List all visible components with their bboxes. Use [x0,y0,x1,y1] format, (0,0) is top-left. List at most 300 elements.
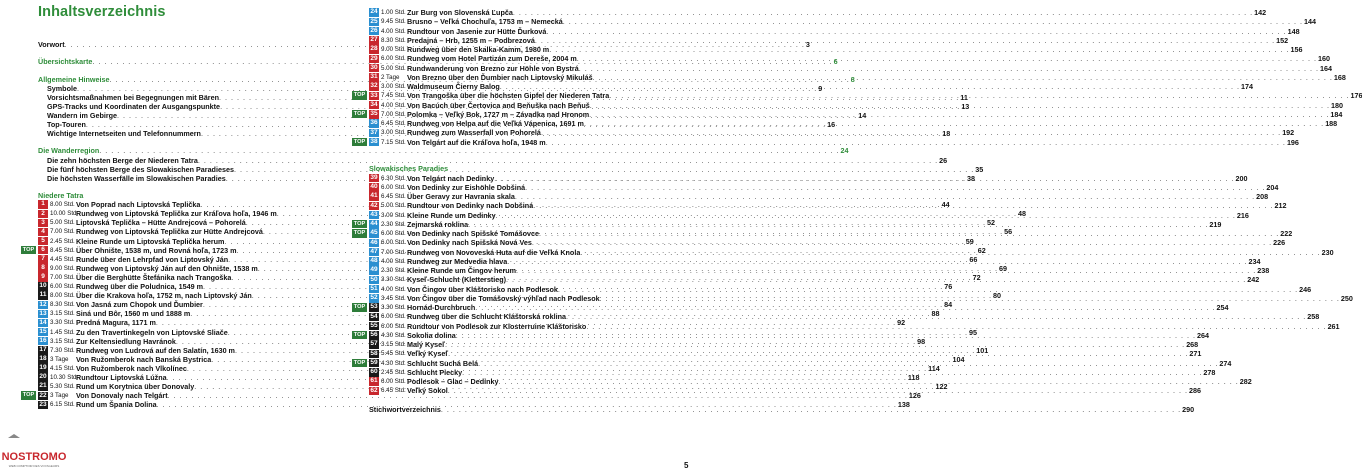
entry-page: 274 [1219,358,1232,368]
dot-leader [563,17,1303,26]
tour-duration: 7.45 Std. [381,92,406,100]
entry-label: Über Ohnište, 1538 m, und Rovná hoľa, 1723 m [76,245,237,255]
tour-number: 30 [370,63,378,71]
tour-duration: 3.00 Std. [381,129,406,137]
entry-page: 52 [987,218,996,228]
toc-section-heading [369,164,683,173]
tour-duration: 6.45 Std. [381,120,406,127]
tour-number: 35 [370,110,378,117]
entry-page: 24 [840,146,849,156]
entry-label: Von Dedinky nach Spišská Nová Ves [407,238,532,248]
toc-tour-entry [369,182,1279,192]
entry-page: 234 [1248,256,1261,266]
entry-page: 114 [928,363,940,373]
tour-duration: 3.00 Std. [381,211,406,219]
dot-leader [546,27,1286,36]
dot-leader [448,349,1188,358]
entry-label: Rundweg über die Poludnica, 1549 m [76,282,204,292]
entry-label: Liptovská Teplička – Hütte Andrejcová – Pohorelá [76,218,246,228]
dot-leader [590,101,1330,110]
tour-number: 16 [39,336,47,344]
tour-duration: 3.00 Std. [381,83,406,90]
tour-duration: 4.00 Std. [381,285,406,293]
dot-leader [589,110,1329,119]
dot-leader [593,73,1333,82]
dot-leader [507,254,1247,266]
dot-leader [584,119,1324,128]
tour-number: 52 [370,294,378,302]
entry-page: 268 [1186,340,1199,350]
entry-page: 176 [1350,91,1362,101]
entry-page: 200 [1235,173,1248,183]
tour-duration: 3 Tage [50,392,69,400]
tour-duration: 1.45 Std. [50,328,75,336]
toc-tour-entry [369,26,1300,36]
tour-duration: 7.15 Std. [381,138,406,146]
entry-label: Rund um Špania Dolina [76,400,157,410]
top-badge: TOP [353,331,366,338]
entry-page: 142 [1254,8,1267,17]
dot-leader [448,386,1188,395]
entry-page: 56 [1004,227,1013,237]
toc-tour-entry [369,17,1316,27]
entry-label: Rundtour von Jasenie zur Hütte Ďurková [407,26,547,36]
entry-label: Allgemeine Hinweise [38,74,110,84]
tour-duration: 3.30 Std. [50,319,75,327]
entry-label: Vorsichtsmaßnahmen bei Begegnungen mit Bären [47,92,219,102]
tour-duration: 3.15 Std. [50,310,75,318]
dot-leader [513,8,1253,17]
tour-duration: 6.00 Std. [381,313,406,321]
entry-page: 138 [897,400,910,410]
entry-page: 26 [939,155,948,165]
tour-duration: 8.30 Std. [50,301,75,309]
entry-page: 208 [1256,192,1269,202]
tour-duration: 4.15 Std. [50,364,75,372]
entry-label: Zur Keltensiedlung Havránok [76,336,176,346]
top-badge: TOP [353,92,366,99]
tour-number: 59 [370,358,378,366]
tour-number: 51 [370,284,378,292]
dot-leader [535,36,1275,45]
entry-label: Die zehn höchsten Berge der Niederen Tatra [47,155,198,165]
entry-page: 282 [1239,377,1252,387]
entry-page: 204 [1266,182,1279,192]
tour-duration: 7.00 Std. [50,273,75,281]
entry-label: Zejmarská roklina [407,219,469,229]
entry-label: Rundwanderung von Brezno zur Höhle von Bystrá [407,63,579,73]
tour-number: 14 [39,318,47,326]
entry-page: 8 [850,74,855,84]
tour-number: 29 [370,54,378,62]
entry-page: 192 [1282,128,1295,138]
entry-page: 156 [1290,45,1303,54]
entry-page: 118 [907,373,920,383]
entry-page: 35 [975,164,984,174]
entry-page: 14 [858,110,867,120]
dot-leader [475,303,1215,312]
entry-page: 76 [944,282,953,292]
entry-label: Die Wanderregion [38,146,100,156]
entry-label: Übersichtskarte [38,57,93,67]
page-title: Inhaltsverzeichnis [38,4,166,20]
entry-label: Wandern im Gebirge [47,110,118,120]
entry-label: Symbole [47,83,77,93]
entry-page: 271 [1189,349,1202,359]
tour-number: 43 [370,210,378,218]
dot-leader [496,211,1236,220]
entry-page: 164 [1319,63,1332,73]
tour-number: 36 [370,119,378,127]
entry-label: Stichwortverzeichnis [369,404,441,414]
tour-number: 50 [370,275,378,283]
top-badge: TOP [353,359,366,366]
entry-page: 101 [976,345,989,355]
entry-label: Rundweg von Liptovská Teplička zur Hütte Andrejcová [76,227,263,237]
tour-number: 1 [38,200,48,209]
tour-duration: 9.00 Std. [50,264,75,272]
tour-duration: 2 Tage [381,73,400,81]
tour-number: 61 [370,377,378,385]
dot-leader [539,229,1279,238]
entry-label: Kleine Runde um Čingov herum [407,266,517,276]
tour-number: 38 [370,137,378,145]
page-number: 5 [684,461,689,470]
entry-label: Von Ružomberok nach Banská Bystrica [76,354,212,364]
dot-leader [541,128,1281,137]
tour-number: 42 [370,201,378,209]
tour-number: 20 [39,373,47,381]
toc-tour-entry [369,192,1269,202]
tour-duration: 4.30 Std. [381,359,406,367]
tour-number: 17 [39,346,47,353]
tour-duration: 4.00 Std. [381,257,406,265]
entry-label: Waldmuseum Čierny Balog [407,82,500,91]
dot-leader [532,238,1272,247]
entry-label: Von Dedinky nach Spišské Tomášovce [407,229,539,239]
entry-label: Kleine Runde um Liptovská Teplička herum [76,236,225,246]
tour-number: 8 [38,264,48,273]
entry-label: Von Telgárt nach Dedinky [407,173,495,183]
svg-text:NOSTROMO: NOSTROMO [1,451,67,463]
entry-page: 69 [998,263,1007,273]
tour-number: 47 [370,247,378,255]
entry-page: 278 [1203,367,1216,377]
tour-number: 19 [39,364,47,372]
toc-section-heading [38,191,324,200]
toc-tour-entry [369,72,1346,82]
tour-number: 40 [370,183,378,191]
entry-label: Über die Krakova hoľa, 1752 m, nach Liptovský Ján [76,291,252,301]
entry-label: Vorwort [38,40,65,49]
tour-number: 10 [39,282,47,290]
entry-page: 59 [965,236,974,246]
tour-number: 23 [39,400,47,408]
entry-page: 95 [969,327,978,337]
nostromo-logo [2,432,66,472]
top-badge: TOP [353,138,366,145]
dot-leader [478,359,1218,368]
tour-duration: 4.30 Std. [381,331,406,339]
tour-duration: 8.00 Std. [50,201,75,209]
entry-page: 174 [1241,82,1254,91]
entry-label: Kyseľ-Schlucht (Kletterstieg) [407,275,507,285]
tour-number: 6 [38,246,48,255]
entry-label: Rundweg zur Medvedia hlava [407,256,508,266]
tour-duration: 3.30 Std. [381,276,406,284]
dot-leader [533,201,1273,210]
entry-label: Über Geravy zur Havrania skala [407,192,515,202]
toc-tour-entry [369,63,1332,73]
tour-number: 15 [39,327,47,335]
entry-label: Rundweg von Liptovský Ján auf den Ohnište, 1538 m [76,263,258,273]
entry-page: 92 [897,318,906,328]
tour-duration: 7.30 Std. [50,346,75,354]
entry-label: Runde über den Lehrpfad von Liptovský Ján [76,254,229,264]
entry-label: GPS-Tracks und Koordinaten der Ausgangspunkte [47,101,221,111]
dot-leader [516,263,1256,275]
entry-label: Rundweg von Novoveská Huta auf die Veľká Knola [407,247,581,257]
tour-duration: 6.00 Std. [50,283,75,291]
tour-duration: 4.45 Std. [50,255,75,263]
entry-page: 48 [1017,209,1026,219]
entry-page: 44 [941,200,950,210]
entry-page: 242 [1247,275,1260,285]
tour-number: 60 [370,368,378,376]
entry-page: 6 [833,57,838,67]
entry-page: 238 [1257,266,1270,276]
tour-duration: 10.30 Std. [50,374,79,382]
tour-number: 24 [370,8,378,16]
entry-label: Von Jasná zum Chopok und Ďumbier [76,300,203,310]
entry-page: 148 [1287,26,1300,36]
entry-page: 18 [942,129,951,139]
tour-number: 33 [370,91,378,99]
entry-label: Sokolia dolina [407,330,456,340]
entry-label: Siná und Bôr, 1560 m und 1888 m [76,309,191,319]
entry-page: 62 [977,245,986,255]
entry-page: 84 [944,300,953,310]
tour-duration: 2.30 Std. [381,220,406,228]
dot-leader [609,91,1349,100]
entry-page: 222 [1280,229,1293,239]
entry-label: Von Brezno über den Ďumbier nach Liptovský Mikuláš [407,72,593,82]
entry-label: Predná Magura, 1171 m [76,318,156,328]
tour-duration: 2.45 Std. [50,237,75,245]
dot-leader [586,322,1326,331]
dot-leader [99,146,839,155]
tour-number: 4 [38,228,48,237]
dot-leader [579,64,1319,73]
entry-page: 264 [1196,330,1209,340]
top-badge: TOP [353,110,366,117]
tour-number: 13 [39,309,47,317]
dot-leader [498,377,1238,386]
dot-leader [468,220,1208,229]
entry-label: Predajná – Hrb, 1255 m – Podbrezová [407,35,535,45]
entry-label: Rundweg über die Schlucht Kláštorská roklina [407,312,566,322]
tour-number: 3 [38,219,48,228]
tour-duration: 3 Tage [50,355,69,363]
entry-page: 38 [966,173,975,183]
entry-label: Rundweg von Helpa auf die Veľká Vápenica, 1691 m [407,119,584,128]
entry-page: 258 [1307,312,1320,322]
dot-leader [506,272,1246,284]
tour-duration: 9.45 Std. [381,18,406,26]
entry-page: 72 [972,272,981,282]
entry-page: 250 [1340,293,1353,303]
entry-page: 160 [1318,54,1331,64]
tour-number: 37 [370,128,378,136]
tour-duration: 6.45 Std. [381,193,406,201]
tour-duration: 6.45 Std. [381,387,406,395]
entry-label: Rundtour Liptovská Lúžna [76,373,167,383]
dot-leader [580,245,1320,257]
tour-number: 25 [370,17,378,25]
tour-number: 49 [370,266,378,274]
tour-duration: 3.15 Std. [381,341,406,349]
entry-page: 126 [908,391,921,401]
tour-number: 44 [370,220,378,228]
entry-label: Kleine Runde um Dedinky [407,210,496,220]
entry-page: 104 [952,354,965,364]
toc-subentry [38,155,948,165]
dot-leader [198,156,938,165]
entry-page: 290 [1182,404,1195,414]
entry-label: Rundweg zum Wasserfall von Pohorelá [407,128,541,138]
tour-number: 7 [38,255,48,264]
entry-label: Schlucht Piecky [407,367,463,377]
tour-number: 2 [38,210,48,219]
dot-leader [500,82,1240,91]
entry-page: 144 [1304,17,1316,27]
entry-label: Über die Berghütte Štefánika nach Trangoška [76,272,232,282]
tour-duration: 5.30 Std. [50,383,75,391]
tour-number: 39 [370,173,378,181]
entry-page: 230 [1321,247,1334,257]
dot-leader [441,405,1181,414]
entry-label: Von Dedinky zur Eishöhle Dobšiná [407,182,526,192]
dot-leader [494,174,1234,183]
entry-label: Brusno – Veľká Chochuľa, 1753 m – Nemecká [407,17,563,27]
tour-duration: 5.00 Std. [50,219,75,227]
entry-page: 212 [1274,201,1287,211]
tour-duration: 2.30 Std. [381,267,406,275]
entry-page: 98 [917,336,926,346]
entry-label: Von Donovaly nach Telgárt [76,391,168,401]
entry-label: Rundweg von Liptovská Teplička zur Kráľova hoľa, 1946 m [76,209,277,219]
entry-label: Rundtour von Podlesok zur Klosterruine Kláštorisko [407,321,587,331]
entry-page: 184 [1330,109,1343,119]
entry-label: Von Trangoška über die höchsten Gipfel der Niederen Tatra [407,91,610,101]
tour-duration: 3.30 Std. [381,304,406,312]
tour-number: 41 [370,192,378,200]
entry-page: 261 [1327,321,1340,331]
entry-label: Rundweg über den Skalka-Kamm, 1980 m [407,45,550,54]
tour-number: 22 [39,391,47,399]
entry-page: 168 [1333,72,1346,82]
tour-number: 28 [370,45,378,53]
toc-tour-entry [369,137,1299,147]
dot-leader [546,138,1286,147]
tour-number: 31 [370,73,378,80]
entry-page: 9 [818,83,823,93]
tour-number: 21 [39,382,47,390]
tour-duration: 1.00 Std. [381,9,406,16]
tour-number: 18 [39,355,47,363]
tour-duration: 8.45 Std. [50,246,75,254]
toc-tour-entry [369,45,1303,54]
top-badge: TOP [22,246,35,253]
entry-page: 11 [960,92,968,102]
tour-number: 57 [370,340,378,348]
entry-page: 180 [1331,100,1344,110]
tour-number: 26 [370,26,378,34]
entry-label: Veľký Sokol [407,386,448,396]
tour-duration: 6.00 Std. [381,322,406,330]
entry-label: Wichtige Internetseiten und Telefonnummern [47,129,201,139]
tour-number: 62 [370,386,378,394]
tour-duration: 3.15 Std. [50,337,75,345]
tour-duration: 7.00 Std. [381,248,406,256]
entry-label: Podlesok – Glac – Dedinky [407,377,499,387]
entry-label: Von Telgárt auf die Kráľova hoľa, 1948 m [407,137,546,147]
tour-duration: 8.30 Std. [381,36,406,44]
tour-number: 45 [370,229,378,237]
tour-number: 54 [370,312,378,320]
tour-number: 48 [370,257,378,265]
entry-label: Rundweg vom Hotel Partizán zum Dereše, 2004 m [407,54,577,64]
tour-duration: 5.00 Std. [381,64,406,72]
top-badge: TOP [22,392,35,399]
tour-duration: 4.00 Std. [381,27,406,35]
tour-duration: 8.00 Std. [50,292,75,300]
toc-tour-entry [369,8,1267,17]
entry-page: 16 [827,120,836,130]
entry-label: Rundweg von Ludrová auf den Salatín, 1630 m [76,345,235,355]
tour-number: 12 [39,300,47,308]
entry-page: 216 [1236,210,1249,220]
entry-label: Von Ružomberok nach Vlkolínec [76,363,187,373]
entry-page: 226 [1273,238,1286,248]
tour-duration: 6.00 Std. [381,378,406,386]
tour-number: 9 [38,273,48,282]
dot-leader [525,183,1265,192]
entry-label: Rund um Korytnica über Donovaly [76,382,195,392]
entry-label: Malý Kyseľ [407,340,445,350]
entry-label: Top-Touren [47,120,86,130]
tour-number: 55 [370,321,378,329]
tour-number: 56 [370,331,378,339]
entry-page: 152 [1276,35,1289,45]
entry-page: 246 [1299,284,1312,294]
tour-duration: 4.00 Std. [381,101,406,109]
tour-duration: 2.45 Std. [381,368,406,376]
tour-duration: 6.00 Std. [381,55,406,63]
entry-label: Von Čingov über Kláštorisko nach Podlesok [407,284,558,294]
tour-number: 58 [370,349,378,357]
tour-duration: 9.00 Std. [381,46,406,53]
entry-label: Schlucht Suchá Belá [407,358,479,368]
toc-tour-entry [369,82,1254,91]
toc-section-heading [38,146,849,156]
entry-label: Zu den Travertinkegeln von Liptovské Sliače [76,327,228,337]
dot-leader [549,45,1289,54]
tour-number: 11 [39,291,47,299]
entry-label: Veľký Kyseľ [407,349,449,359]
dot-leader [445,340,1185,349]
entry-label: Von Čingov über die Tomášovský výhľad nach Podlesok [407,293,600,303]
